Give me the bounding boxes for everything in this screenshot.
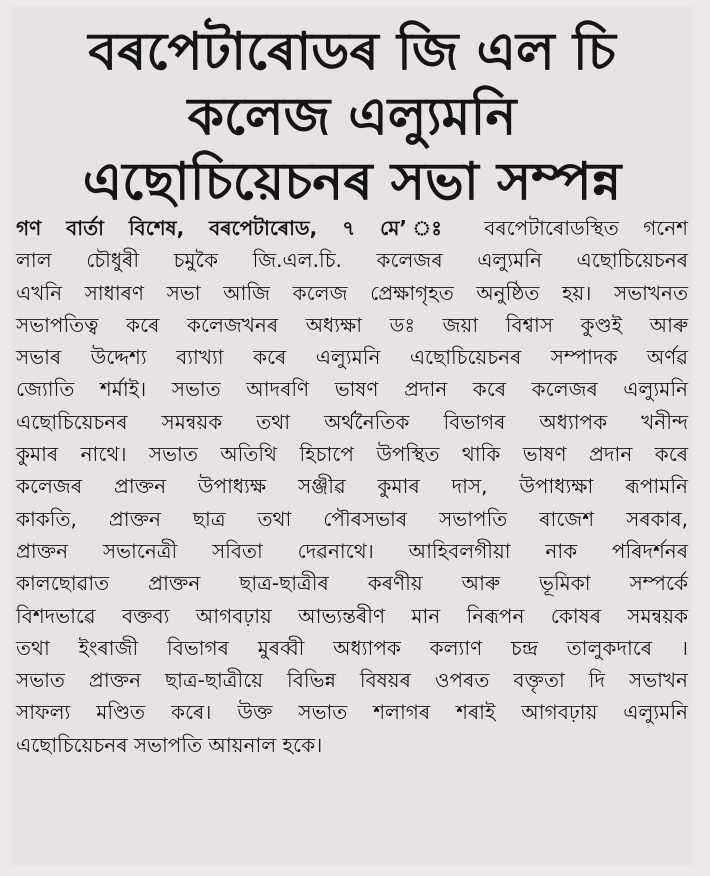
- article-line: সভাৰ উদ্দেশ্য ব্যাখ্যা কৰে এল্যুমনি এছোচিয়েচনৰ সম্পাদক অৰ্ণৱ: [16, 345, 688, 370]
- article-line: লাল চৌধুৰী চমুকৈ জি.এল.চি. কলেজৰ এল্যুমনি এছোচিয়েচনৰ: [16, 248, 688, 273]
- newspaper-clipping: [12, 6, 692, 866]
- article-line: সাফল্য মণ্ডিত কৰে। উক্ত সভাত শলাগৰ শৰাই আগবঢ়ায় এল্যুমনি: [16, 700, 688, 725]
- headline-line: কলেজ এল্যুমনি: [187, 87, 517, 147]
- article-line: বিশদভাৱে বক্তব্য আগবঢ়ায় আভ্যন্তৰীণ মান নিৰূপন কোষৰ সমন্বয়ক: [16, 603, 688, 628]
- article-first-line: [16, 212, 688, 244]
- article-body: [16, 212, 688, 761]
- article-line: প্ৰাক্তন সভানেত্ৰী সবিতা দেৱনাথে। আহিবলগীয়া নাক পৰিদৰ্শনৰ: [16, 538, 688, 563]
- article-line: তথা ইংৰাজী বিভাগৰ মুৰব্বী অধ্যাপক কল্যাণ চন্দ্ৰ তালুকদাৰে ।: [16, 635, 688, 660]
- first-line-text: বৰপেটাৰোডস্থিত গনেশ: [459, 216, 688, 240]
- article-line: সভাত প্ৰাক্তন ছাত্ৰ-ছাত্ৰীয়ে বিভিন্ন বিষয়ৰ ওপৰত বক্তৃতা দি সভাখন: [16, 668, 688, 693]
- article-line: সভাপতিত্ব কৰে কলেজখনৰ অধ্যক্ষা ডঃ জয়া বিশ্বাস কুণ্ডই আৰু: [16, 312, 688, 337]
- article-line: এছোচিয়েচনৰ সভাপতি আয়নাল হকে।: [16, 732, 323, 757]
- headline-line: বৰপেটাৰোডৰ জি এল চি: [88, 22, 616, 82]
- article-line: এছোচিয়েচনৰ সমন্বয়ক তথা অৰ্থনৈতিক বিভাগৰ অধ্যাপক খনীন্দ: [16, 409, 688, 434]
- dateline: গণ বাৰ্তা বিশেষ, বৰপেটাৰোড, ৭ মে’ ঃ: [16, 216, 460, 240]
- article-line: এখনি সাধাৰণ সভা আজি কলেজ প্ৰেক্ষাগৃহত অনুষ্ঠিত হয়। সভাখনত: [16, 280, 688, 305]
- headline-line: এছোচিয়েচনৰ সভা সম্পন্ন: [82, 152, 622, 212]
- article-line: জ্যোতি শৰ্মাই। সভাত আদৰণি ভাষণ প্ৰদান কৰে কলেজৰ এল্যুমনি: [16, 377, 688, 402]
- article-line: কাকতি, প্ৰাক্তন ছাত্ৰ তথা পৌৰসভাৰ সভাপতি ৰাজেশ সৰকাৰ,: [16, 506, 688, 531]
- article-line: কুমাৰ নাথে। সভাত অতিথি হিচাপে উপস্থিত থাকি ভাষণ প্ৰদান কৰে: [16, 442, 688, 467]
- article-line: কলেজৰ প্ৰাক্তন উপাধ্যক্ষ সঞ্জীৱ কুমাৰ দাস, উপাধ্যক্ষা ৰূপামনি: [16, 474, 688, 499]
- article-line: কালছোৱাত প্ৰাক্তন ছাত্ৰ-ছাত্ৰীৰ কৰণীয় আৰু ভূমিকা সম্পৰ্কে: [16, 571, 688, 596]
- headline: [12, 20, 692, 215]
